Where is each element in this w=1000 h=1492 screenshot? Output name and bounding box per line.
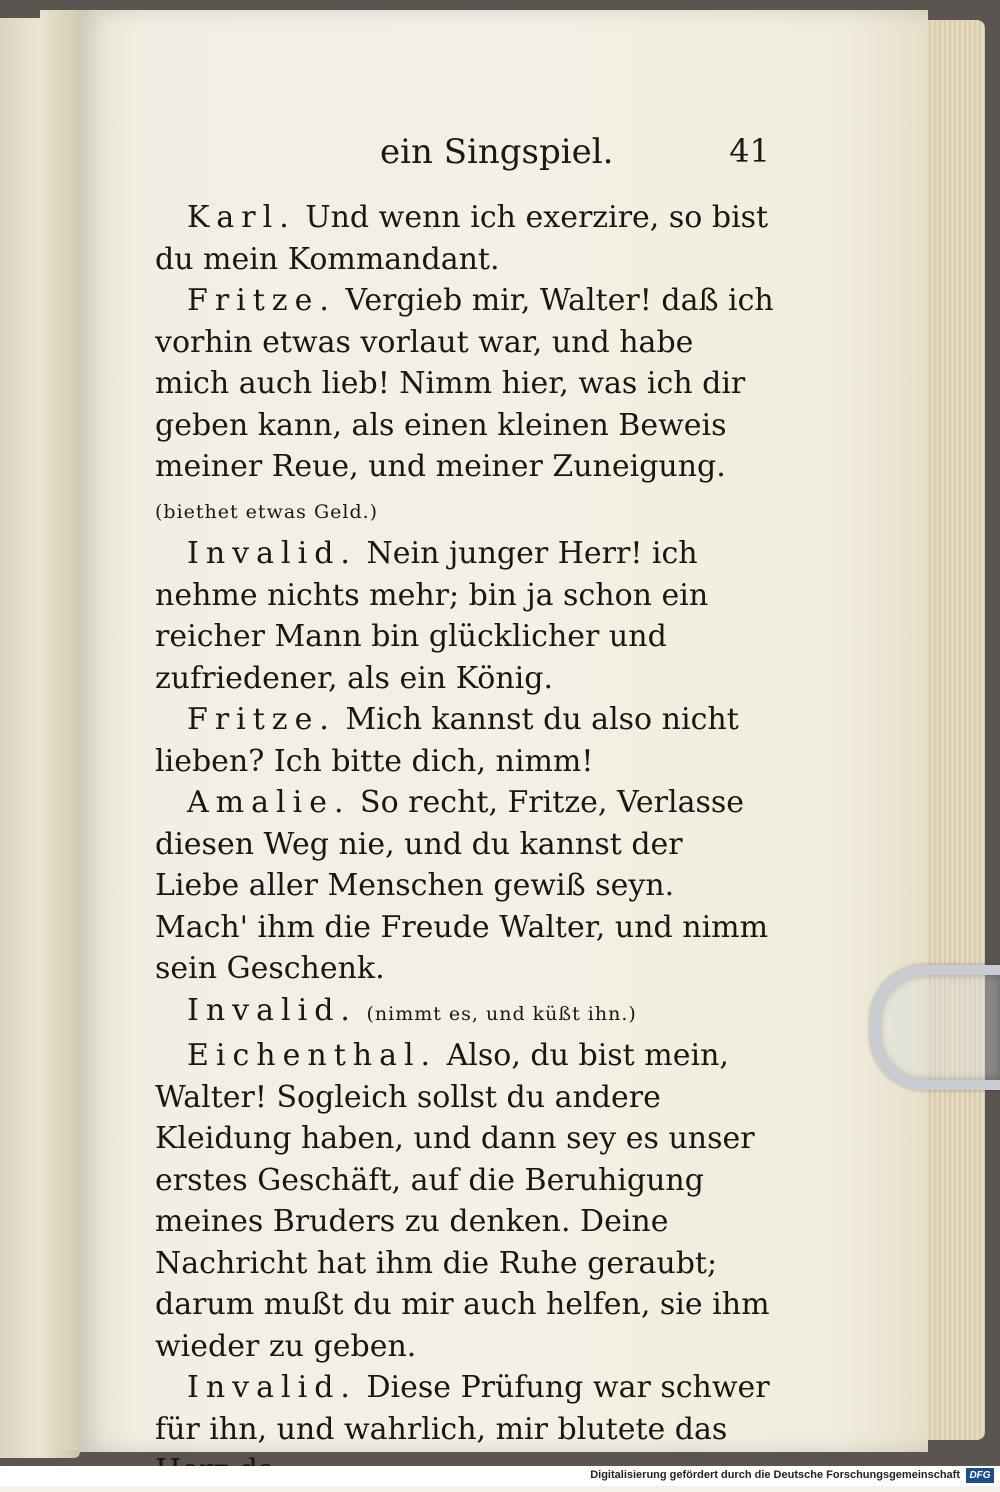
paragraph — [155, 699, 775, 782]
speaker-name: Invalid. — [187, 992, 357, 1028]
dialogue-text: Und wenn ich exerzire, so bist du mein Kommandant. — [155, 200, 769, 277]
speaker-name: Fritze. — [187, 283, 336, 318]
speaker-name: Amalie. — [187, 785, 351, 820]
paragraph — [155, 990, 775, 1036]
paragraph — [155, 280, 775, 533]
speaker-name: Karl. — [187, 200, 296, 235]
stage-direction: (nimmt es, und küßt ihn.) — [366, 1002, 637, 1025]
speaker-name: Invalid. — [187, 1370, 357, 1405]
dialogue-text: Diese Prüfung war schwer für ihn, und wahrlich, mir blutete das — [155, 1370, 770, 1447]
speaker-name: Eichenthal. — [187, 1038, 438, 1073]
page-header — [150, 132, 770, 182]
paragraph — [155, 533, 775, 699]
left-page-fold — [40, 10, 78, 1450]
page-clip — [870, 965, 1000, 1090]
dialogue-text: Also, du bist mein, Walter! Sogleich sollst du andere Kleidung haben, und dann sey es unser erstes Geschäft, auf die Beruhigung meines Bruders zu denken. Deine Nachricht hat ihm die Ruhe geraubt; darum mußt du mir auch helfen, sie ihm wieder zu geben. — [155, 1038, 770, 1364]
footer-bar — [0, 1466, 1000, 1486]
paragraph — [155, 1035, 775, 1367]
dialogue-text: So recht, Fritze, Verlasse diesen Weg nie, und du kannst der Liebe aller Menschen gewiß seyn. Mach' ihm die Freude Walter, und nimm sein Geschenk. — [155, 785, 769, 986]
stage-direction: (biethet etwas Geld.) — [155, 500, 379, 523]
running-head: ein Singspiel. — [380, 132, 614, 172]
speaker-name: Invalid. — [187, 536, 357, 571]
digitization-credit: Digitalisierung gefördert durch die Deutsche Forschungsgemeinschaft — [590, 1469, 960, 1481]
page-number: 41 — [729, 132, 770, 170]
paragraph — [155, 782, 775, 990]
paragraph — [155, 197, 775, 280]
page-text — [155, 197, 775, 1492]
dfg-logo: DFG — [966, 1468, 994, 1483]
dialogue-text: Mich kannst du also nicht lieben? Ich bitte dich, nimm! — [155, 702, 739, 779]
dialogue-text: Nein junger Herr! ich nehme nichts mehr; bin ja schon ein reicher Mann bin glücklicher und zufriedener, als ein König. — [155, 536, 709, 696]
speaker-name: Fritze. — [187, 702, 336, 737]
dialogue-text: Vergieb mir, Walter! daß ich vorhin etwas vorlaut war, und habe mich auch lieb! Nimm hier, was ich dir geben kann, als einen kleinen Beweis meiner Reue, und meiner Zuneigung. — [155, 283, 774, 484]
